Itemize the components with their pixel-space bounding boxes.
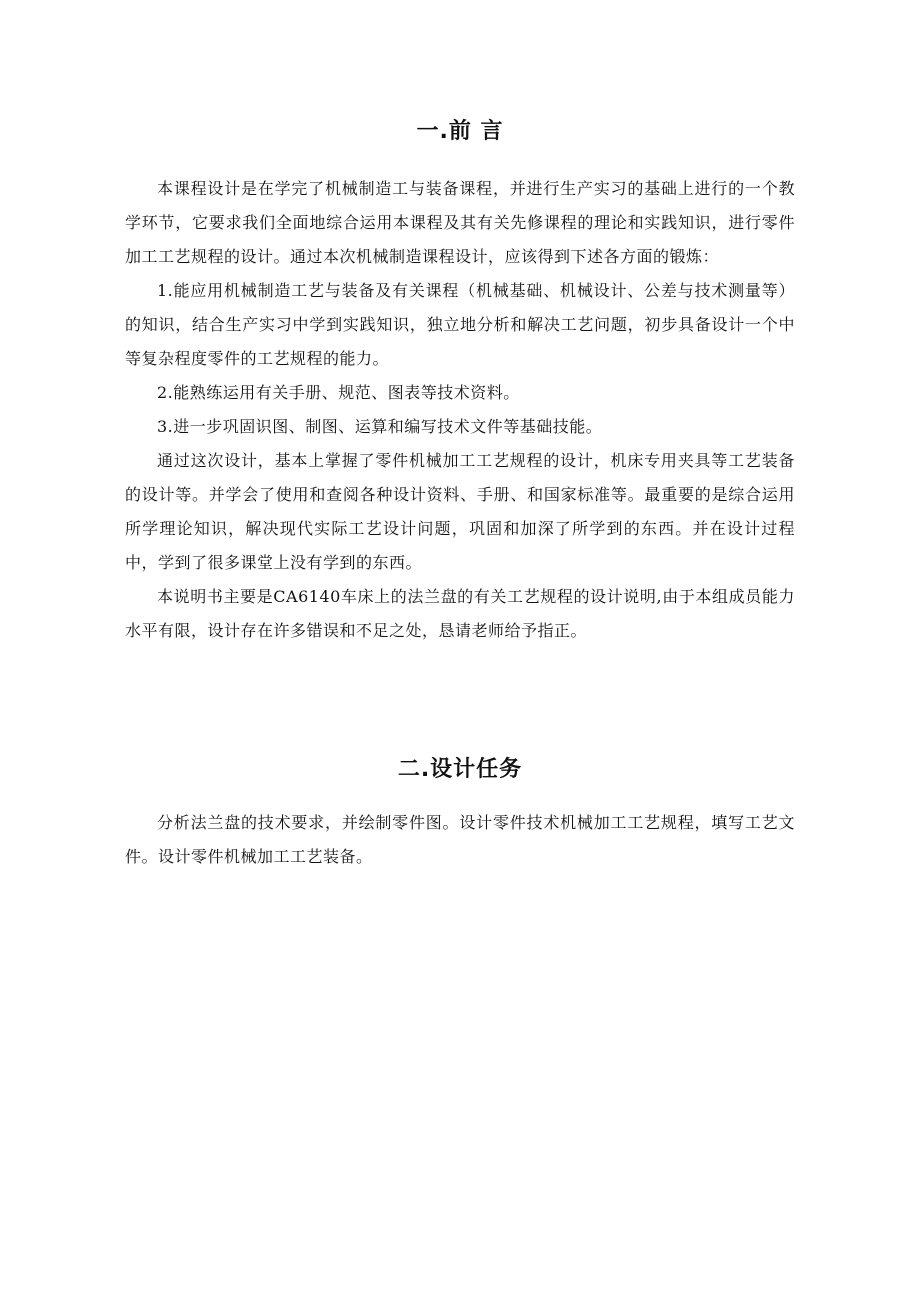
paragraph: 通过这次设计，基本上掌握了零件机械加工工艺规程的设计，机床专用夹具等工艺装备的设计等。并学会了使用和查阅各种设计资料、手册、和国家标准等。最重要的是综合运用所学理论知识，解决现代实际工艺设计问题，巩固和加深了所学到的东西。并在设计过程中，学到了很多课堂上没有学到的东西。 (125, 451, 795, 572)
paragraph: 2.能熟练运用有关手册、规范、图表等技术资料。 (157, 383, 520, 402)
paragraph: 1.能应用机械制造工艺与装备及有关课程（机械基础、机械设计、公差与技术测量等）的知识，结合生产实习中学到实践知识，独立地分析和解决工艺问题，初步具备设计一个中等复杂程度零件的工艺规程的能力。 (125, 281, 795, 368)
section-spacer (125, 648, 795, 750)
paragraph: 本课程设计是在学完了机械制造工与装备课程，并进行生产实习的基础上进行的一个教学环节，它要求我们全面地综合运用本课程及其有关先修课程的理论和实践知识，进行零件加工工艺规程的设计。通过本次机械制造课程设计，应该得到下述各方面的锻炼： (125, 179, 795, 266)
paragraph: 本说明书主要是CA6140车床上的法兰盘的有关工艺规程的设计说明,由于本组成员能力水平有限，设计存在许多错误和不足之处，恳请老师给予指正。 (125, 587, 795, 640)
paragraph: 3.进一步巩固识图、制图、运算和编写技术文件等基础技能。 (157, 417, 603, 436)
section-heading-preface: 一.前 言 (416, 119, 504, 144)
paragraph: 分析法兰盘的技术要求，并绘制零件图。设计零件技术机械加工工艺规程，填写工艺文件。设计零件机械加工工艺装备。 (125, 813, 795, 866)
document-body (125, 112, 795, 874)
section-heading-design-task: 二.设计任务 (397, 757, 523, 782)
